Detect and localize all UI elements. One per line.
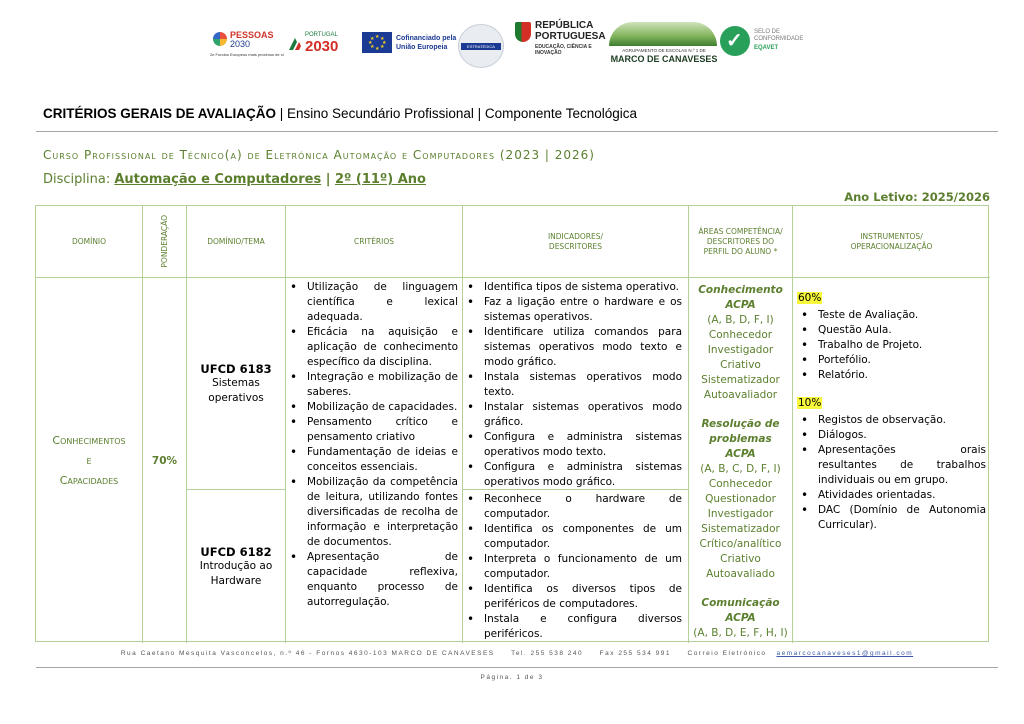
instrumento-60-item: • Questão Aula. xyxy=(797,323,986,338)
criterios-list xyxy=(286,280,458,610)
check-seal-icon: ✓ xyxy=(720,26,750,56)
header-dominio-tema: DOMÍNIO/TEMA xyxy=(187,206,286,278)
indicador-6183-item: • Faz a ligação entre o hardware e os sistemas operativos. xyxy=(463,295,682,325)
area-title: Resolução de problemas ACPA xyxy=(701,418,780,460)
indicadores-6183-cell xyxy=(463,278,689,490)
agrupamento-label: AGRUPAMENTO DE ESCOLAS N.º 1 DE xyxy=(622,48,706,53)
header-ponderacao: PONDERAÇÃO xyxy=(159,215,169,268)
instrumento-60-item: • Trabalho de Projeto. xyxy=(797,338,986,353)
agrupamento-logo xyxy=(609,22,719,68)
area-descriptor: Autoavaliador xyxy=(703,389,778,401)
indicador-6183-item: • Instala sistemas operativos modo texto. xyxy=(463,370,682,400)
instrumento-60-item: • Portefólio. xyxy=(797,353,986,368)
header-instrumentos: INSTRUMENTOS/ OPERACIONALIZAÇÃO xyxy=(793,206,990,278)
dominio-cell xyxy=(36,278,143,643)
discipline-name: Automação e Computadores xyxy=(114,172,322,187)
eqavet-name: EQAVET xyxy=(754,45,779,51)
instrumentos-weight-10: 10% xyxy=(798,397,822,409)
portugal-2030-label: PORTUGAL xyxy=(305,32,338,38)
area-title: Comunicação ACPA xyxy=(701,597,780,624)
area-codes: (A, B, D, F, I) xyxy=(707,314,774,326)
discipline-year: 2º (11º) Ano xyxy=(335,172,426,187)
footer-tel: Tel. 255 538 240 xyxy=(511,650,584,657)
pessoas-dot-icon xyxy=(213,32,227,46)
discipline-line xyxy=(43,172,426,187)
footer-email-label: Correio Eletrónico xyxy=(687,650,767,657)
instrumento-10-item: • DAC (Domínio de Autonomia Curricular). xyxy=(797,503,986,533)
estrategica-seal xyxy=(458,24,504,68)
logo-bar xyxy=(205,18,825,70)
area-codes: (A, B, D, E, F, H, I) xyxy=(693,627,788,639)
header-indicadores: INDICADORES/ DESCRITORES xyxy=(463,206,689,278)
criterio-item: • Integração e mobilização de saberes. xyxy=(286,370,458,400)
course-title: Curso Profissional de Técnico(a) de Eletrónica Automação e Computadores (2023 | 2026) xyxy=(43,148,595,162)
area-descriptor: Sistematizador xyxy=(701,374,780,386)
instrumentos-cell xyxy=(793,278,990,643)
dominio-line-3: Capacidades xyxy=(59,473,119,487)
instrumentos-list-60 xyxy=(797,308,986,383)
footer-fax: Fax 255 534 991 xyxy=(599,650,671,657)
footer-address: Rua Caetano Mesquita Vasconcelos, n.º 46 - Fornos 4630-103 MARCO DE CANAVESES xyxy=(120,650,495,657)
footer-contact xyxy=(36,650,998,657)
discipline-label: Disciplina: xyxy=(43,172,115,187)
footer-divider xyxy=(36,667,998,668)
agrupamento-name: MARCO DE CANAVESES xyxy=(610,54,718,64)
indicador-6182-item: • Interpreta o funcionamento de um computador. xyxy=(463,552,682,582)
area-descriptor: Criativo xyxy=(720,359,761,371)
indicador-6182-item: • Identifica os diversos tipos de periféricos de computadores. xyxy=(463,582,682,612)
ufcd-6182-code: UFCD 6182 xyxy=(200,544,272,559)
ufcd-6183-cell xyxy=(187,278,286,490)
criterios-cell xyxy=(286,278,463,643)
area-descriptor: Questionador xyxy=(705,493,776,505)
criterio-item: • Mobilização de capacidades. xyxy=(286,400,458,415)
criterio-item: • Fundamentação de ideias e conceitos essenciais. xyxy=(286,445,458,475)
area-descriptor: Criativo xyxy=(720,553,761,565)
instrumentos-list-10 xyxy=(797,413,986,533)
title-divider xyxy=(36,131,998,132)
dominio-line-2: e xyxy=(86,453,92,467)
area-descriptor: Autoavaliado xyxy=(706,568,775,580)
header-criterios: CRITÉRIOS xyxy=(286,206,463,278)
ufcd-6183-code: UFCD 6183 xyxy=(200,361,272,376)
eqavet-label: SELO DE CONFORMIDADE xyxy=(754,29,804,42)
criteria-table xyxy=(35,205,989,642)
portugal-2030-year: 2030 xyxy=(305,38,339,55)
indicadores-6183-list xyxy=(463,280,682,490)
document-title xyxy=(43,106,637,121)
indicador-6183-item: • Configura e administra sistemas operativos modo texto. xyxy=(463,430,682,460)
ponderacao-value: 70% xyxy=(143,278,187,643)
area-codes: (A, B, C, D, F, I) xyxy=(700,463,781,475)
indicador-6183-item: • Identifica tipos de sistema operativo. xyxy=(463,280,682,295)
criterio-item: • Utilização de linguagem científica e lexical adequada. xyxy=(286,280,458,325)
area-descriptor: Conhecedor xyxy=(708,329,773,341)
area-block xyxy=(689,417,792,582)
pessoas-logo-tagline: 2e Fundos Europeus mais próximos de si xyxy=(210,52,284,57)
instrumento-10-item: • Diálogos. xyxy=(797,428,986,443)
dominio-line-1: Conhecimentos xyxy=(52,433,126,447)
estrategica-text: ESTRATÉGICA xyxy=(461,43,501,50)
pessoas-logo-name: PESSOAS xyxy=(230,30,274,40)
instrumento-60-item: • Teste de Avaliação. xyxy=(797,308,986,323)
indicador-6183-item: • Instalar sistemas operativos modo gráfico. xyxy=(463,400,682,430)
instrumento-60-item: • Relatório. xyxy=(797,368,986,383)
area-block xyxy=(689,596,792,641)
instrumento-10-item: • Atividades orientadas. xyxy=(797,488,986,503)
dominio-value xyxy=(52,431,125,491)
document-title-rest: | Ensino Secundário Profissional | Componente Tecnológica xyxy=(276,106,637,121)
instrumento-10-item: • Apresentações orais resultantes de trabalhos individuais ou em grupo. xyxy=(797,443,986,488)
criterio-item: • Apresentação de capacidade reflexiva, enquanto processo de autorregulação. xyxy=(286,550,458,610)
area-title: Conhecimento ACPA xyxy=(698,284,783,311)
document-title-bold: CRITÉRIOS GERAIS DE AVALIAÇÃO xyxy=(43,106,277,121)
header-ponderacao-cell xyxy=(143,206,187,278)
school-year: Ano Letivo: 2025/2026 xyxy=(844,190,990,204)
indicador-6183-item: • Identificare utiliza comandos para sistemas operativos modo texto e modo gráfico. xyxy=(463,325,682,370)
area-block xyxy=(689,283,792,403)
republica-title: REPÚBLICA PORTUGUESA xyxy=(535,20,606,42)
indicadores-6182-list xyxy=(463,492,682,642)
agrupamento-hills-icon xyxy=(609,22,717,46)
indicador-6183-item: • Configura e administra sistemas operativos modo gráfico. xyxy=(463,460,682,490)
discipline-separator: | xyxy=(321,172,335,187)
indicadores-6182-cell xyxy=(463,490,689,643)
ufcd-6183-name: Sistemas operativos xyxy=(208,376,264,404)
area-descriptor: Investigador xyxy=(707,344,774,356)
indicador-6182-item: • Identifica os componentes de um computador. xyxy=(463,522,682,552)
areas-cell xyxy=(689,278,793,643)
pessoas-logo-year: 2030 xyxy=(230,39,251,49)
area-descriptor: Investigador xyxy=(707,508,774,520)
header-areas: ÁREAS COMPETÊNCIA/ DESCRITORES DO PERFIL DO ALUNO * xyxy=(689,206,793,278)
footer-email-link[interactable]: aemarcocanaveses1@gmail.com xyxy=(776,650,914,657)
area-descriptor: Sistematizador xyxy=(701,523,780,535)
portugal-2030-mark-icon xyxy=(287,36,303,52)
page-number: Página. 1 de 3 xyxy=(480,674,544,681)
area-descriptor: Conhecedor xyxy=(708,478,773,490)
ufcd-6182-cell xyxy=(187,490,286,643)
instrumento-10-item: • Registos de observação. xyxy=(797,413,986,428)
eu-cofinanced-text: Cofinanciado pela União Europeia xyxy=(396,35,457,51)
republica-subtitle: EDUCAÇÃO, CIÊNCIA E INOVAÇÃO xyxy=(535,44,592,56)
criterio-item: • Mobilização da competência de leitura, utilizando fontes diversificadas de recolha de informação e interpretação de documentos. xyxy=(286,475,458,550)
header-dominio: DOMÍNIO xyxy=(36,206,143,278)
pessoas-2030-logo xyxy=(210,30,288,57)
ufcd-6182-name: Introdução ao Hardware xyxy=(199,559,273,587)
eu-flag-icon: ★ ★ ★ ★ ★ ★ ★ ★ xyxy=(362,32,392,53)
criterio-item: • Pensamento crítico e pensamento criativo xyxy=(286,415,458,445)
area-descriptor: Crítico/analítico xyxy=(699,538,782,550)
criterio-item: • Eficácia na aquisição e aplicação de conhecimento específico da disciplina. xyxy=(286,325,458,370)
instrumentos-weight-60: 60% xyxy=(798,292,822,304)
indicador-6182-item: • Reconhece o hardware de computador. xyxy=(463,492,682,522)
republica-shield-icon xyxy=(515,22,531,42)
indicador-6182-item: • Instala e configura diversos periféricos. xyxy=(463,612,682,642)
